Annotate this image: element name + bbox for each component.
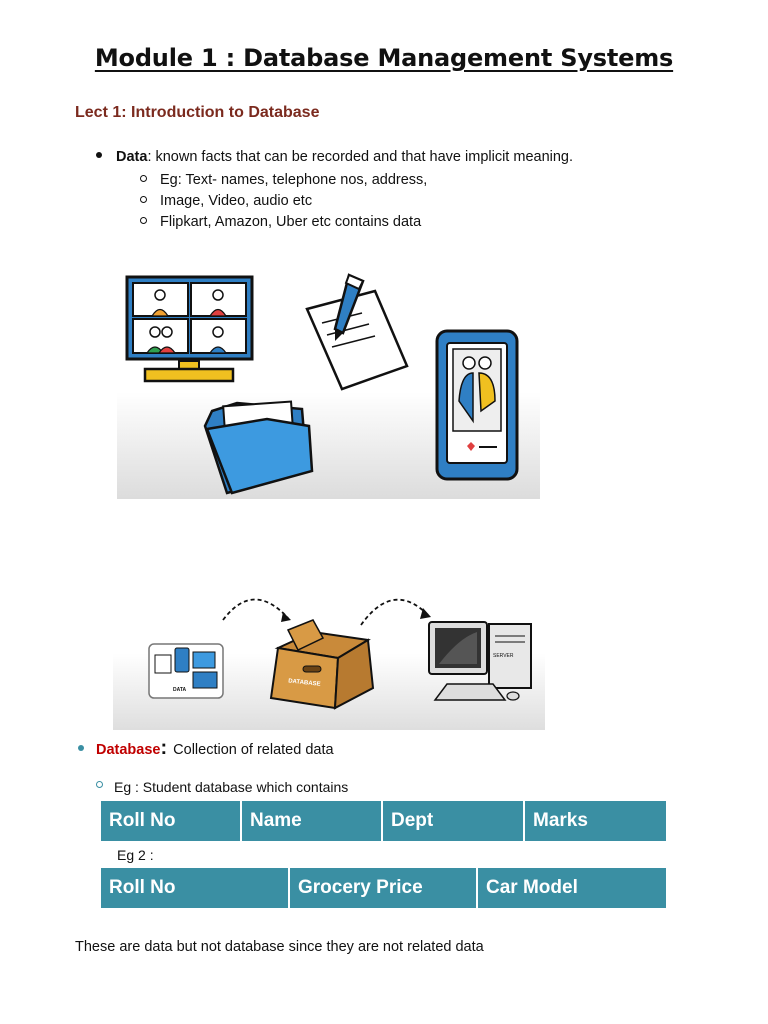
- student-example: Eg : Student database which contains: [96, 779, 348, 795]
- bullet-icon: [78, 745, 84, 751]
- table-header-cell: Marks: [533, 810, 588, 831]
- example-2-label: Eg 2 :: [117, 847, 154, 863]
- database-term: Database: [96, 742, 161, 758]
- server-label: SERVER: [493, 653, 514, 659]
- data-definition: : known facts that can be recorded and that have implicit meaning.: [147, 149, 574, 165]
- data-card-icon: [149, 644, 223, 698]
- table-header-cell: Roll No: [101, 868, 290, 908]
- data-examples-list: [140, 170, 427, 233]
- table-header-cell: Dept: [383, 801, 525, 841]
- database-bullet: [78, 737, 334, 760]
- data-term: Data: [116, 149, 148, 165]
- lecture-heading: Lect 1: Introduction to Database: [75, 104, 320, 121]
- data-to-database-illustration: [113, 560, 545, 730]
- list-item: Eg: Text- names, telephone nos, address,: [140, 170, 427, 191]
- table-header-cell: Roll No: [101, 801, 242, 841]
- database-colon: :: [160, 737, 168, 759]
- page-title: Module 1 : Database Management Systems: [94, 44, 674, 72]
- server-computer-icon: [429, 622, 531, 700]
- database-definition: Collection of related data: [173, 742, 334, 758]
- table-header-cell: Grocery Price: [290, 868, 478, 908]
- data-card-label: DATA: [173, 687, 187, 693]
- unrelated-data-table-header: [101, 868, 666, 908]
- list-item: Flipkart, Amazon, Uber etc contains data: [140, 212, 427, 233]
- circle-bullet-icon: [140, 196, 147, 203]
- phone-icon: [437, 331, 517, 479]
- bullet-icon: [96, 152, 102, 158]
- circle-bullet-icon: [140, 175, 147, 182]
- circle-bullet-icon: [140, 217, 147, 224]
- list-item: Image, Video, audio etc: [140, 191, 427, 212]
- database-box-label: DATABASE: [287, 678, 321, 688]
- student-table-header: [101, 801, 666, 841]
- data-bullet: [96, 149, 573, 165]
- circle-bullet-icon: [96, 781, 103, 788]
- footer-note: These are data but not database since they are not related data: [75, 939, 484, 955]
- table-header-cell: Name: [242, 801, 383, 841]
- data-types-illustration: [117, 261, 540, 499]
- table-header-cell: Car Model: [486, 877, 578, 898]
